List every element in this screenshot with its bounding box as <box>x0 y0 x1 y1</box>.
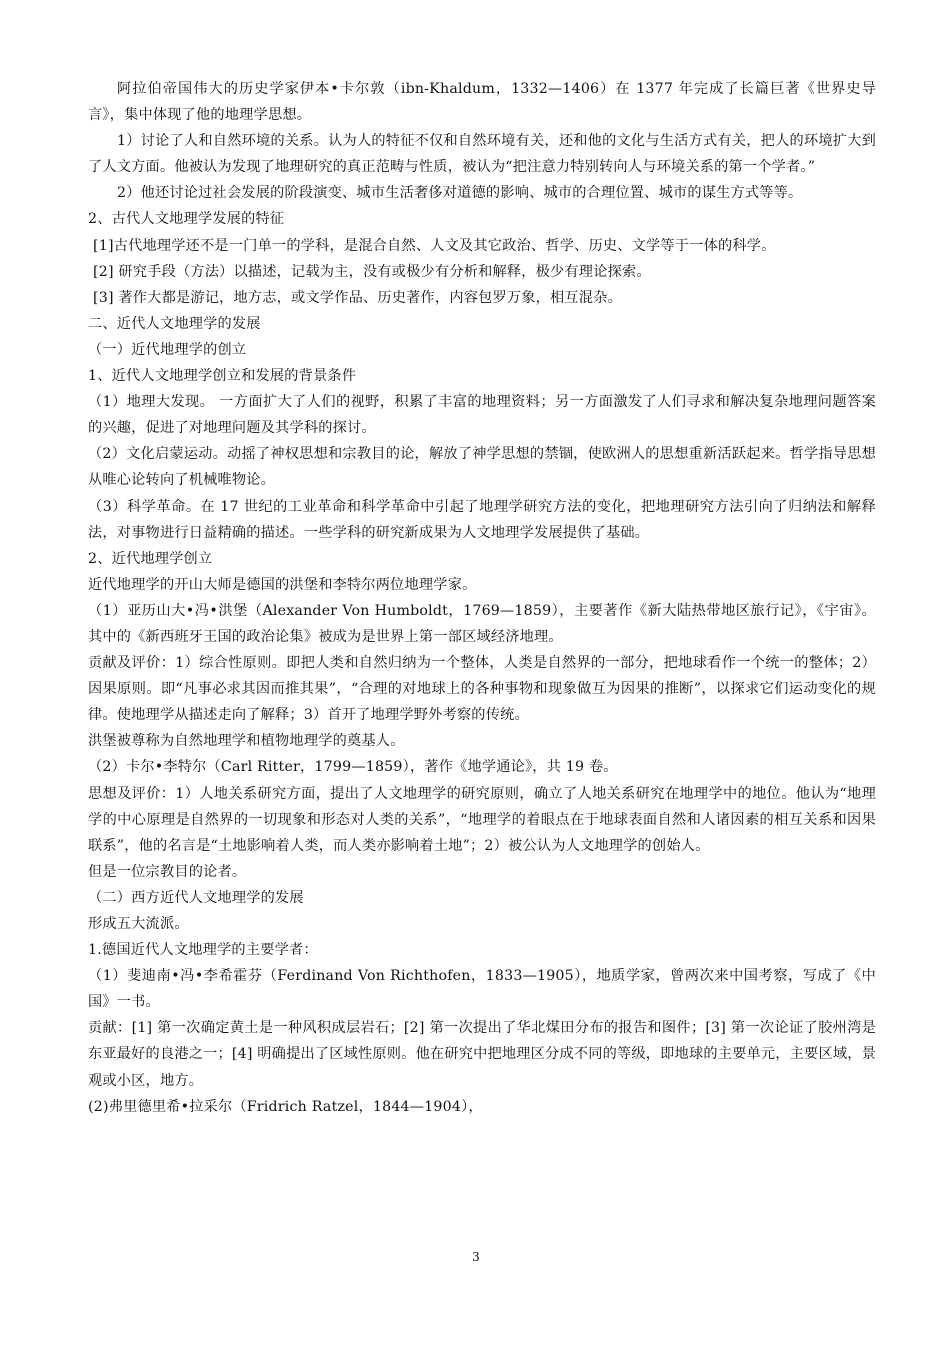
paragraph-richthofen: （1）斐迪南•冯•李希霍芬（Ferdinand Von Richthofen，1833—1905），地质学家，曾两次来中国考察，写成了《中国》一书。 <box>88 968 876 1011</box>
paragraph-enlightenment: （2）文化启蒙运动。动摇了神权思想和宗教目的论，解放了神学思想的禁锢，使欧洲人的思想重新活跃起来。哲学指导思想从唯心论转向了机械唯物论。 <box>88 446 876 489</box>
paragraph-feature-2: [2] 研究手段（方法）以描述，记载为主，没有或极少有分析和解释，极少有理论探索。 <box>93 263 651 280</box>
heading-modern-founding: （一）近代地理学的创立 <box>88 341 247 358</box>
heading-modern-development: 二、近代人文地理学的发展 <box>88 315 261 332</box>
paragraph-humboldt: （1）亚历山大•冯•洪堡（Alexander Von Humboldt，1769—1859），主要著作《新大陆热带地区旅行记》，《宇宙》。其中的《新西班牙王国的政治论集》被成为是世界上第一部区域经济地理。 <box>88 602 876 645</box>
heading-german-scholars: 1.德国近代人文地理学的主要学者： <box>88 942 318 959</box>
paragraph-geographic-discovery: （1）地理大发现。 一方面扩大了人们的视野，积累了丰富的地理资料；另一方面激发了人们寻求和解决复杂地理问题答案的兴趣，促进了对地理问题及其学科的探讨。 <box>88 394 876 437</box>
paragraph-five-schools: 形成五大流派。 <box>88 916 189 932</box>
paragraph-point-2: 2）他还讨论过社会发展的阶段演变、城市生活奢侈对道德的影响、城市的合理位置、城市的谋生方式等等。 <box>117 185 803 202</box>
paragraph-ibn-khaldun-intro: 阿拉伯帝国伟大的历史学家伊本•卡尔敦（ibn-Khaldum，1332—1406）在 1377 年完成了长篇巨著《世界史导言》，集中体现了他的地理学思想。 <box>88 81 876 124</box>
paragraph-feature-1: [1]古代地理学还不是一门单一的学科，是混合自然、人文及其它政治、哲学、历史、文学等于一体的科学。 <box>93 237 776 254</box>
heading-modern-geography-founding: 2、近代地理学创立 <box>88 550 213 567</box>
paragraph-humboldt-honor: 洪堡被尊称为自然地理学和植物地理学的奠基人。 <box>88 733 405 750</box>
document-body <box>88 76 876 1120</box>
heading-western-modern: （二）西方近代人文地理学的发展 <box>88 889 304 906</box>
heading-background-conditions: 1、近代人文地理学创立和发展的背景条件 <box>88 368 357 385</box>
heading-ancient-features: 2、古代人文地理学发展的特征 <box>88 211 285 228</box>
paragraph-founders: 近代地理学的开山大师是德国的洪堡和李特尔两位地理学家。 <box>88 576 477 593</box>
paragraph-richthofen-contribution: 贡献：[1] 第一次确定黄土是一种风积成层岩石；[2] 第一次提出了华北煤田分布的报告和图件；[3] 第一次论证了胶州湾是东亚最好的良港之一；[4] 明确提出了区域性原则。他在研究中把地理区分成不同的等级，即地球的主要单元，主要区域，景观或小区，地方。 <box>88 1020 876 1089</box>
paragraph-point-1: 1）讨论了人和自然环境的关系。认为人的特征不仅和自然环境有关，还和他的文化与生活方式有关，把人的环境扩大到了人文方面。他被认为发现了地理研究的真正范畴与性质，被认为“把注意力特别转向人与环境关系的第一个学者。” <box>88 133 876 176</box>
page-number: 3 <box>472 1250 480 1264</box>
paragraph-ritter: （2）卡尔•李特尔（Carl Ritter，1799—1859），著作《地学通论》，共 19 卷。 <box>88 759 618 776</box>
paragraph-feature-3: [3] 著作大都是游记，地方志，或文学作品、历史著作，内容包罗万象，相互混杂。 <box>93 289 622 306</box>
paragraph-ratzel: (2)弗里德里希•拉采尔（Fridrich Ratzel，1844—1904）， <box>88 1098 483 1115</box>
paragraph-ritter-thought: 思想及评价：1）人地关系研究方面，提出了人文地理学的研究原则，确立了人地关系研究在地理学中的地位。他认为“地理学的中心原理是自然界的一切现象和形态对人类的关系”，“地理学的着眼点在于地球表面自然和人诸因素的相互关系和因果联系”，他的名言是“土地影响着人类，而人类亦影响着土地”；2）被公认为人文地理学的创始人。 <box>88 785 876 854</box>
paragraph-humboldt-contribution: 贡献及评价：1）综合性原则。即把人类和自然归纳为一个整体，人类是自然界的一部分，把地球看作一个统一的整体；2）因果原则。即“凡事必求其因而推其果”，“合理的对地球上的各种事物和现象做互为因果的推断”，以探求它们运动变化的规律。使地理学从描述走向了解释；3）首开了地理学野外考察的传统。 <box>88 655 876 724</box>
paragraph-scientific-revolution: （3）科学革命。在 17 世纪的工业革命和科学革命中引起了地理学研究方法的变化，把地理研究方法引向了归纳法和解释法，对事物进行日益精确的描述。一些学科的研究新成果为人文地理学发展提供了基础。 <box>88 498 876 541</box>
paragraph-ritter-teleology: 但是一位宗教目的论者。 <box>88 863 247 880</box>
